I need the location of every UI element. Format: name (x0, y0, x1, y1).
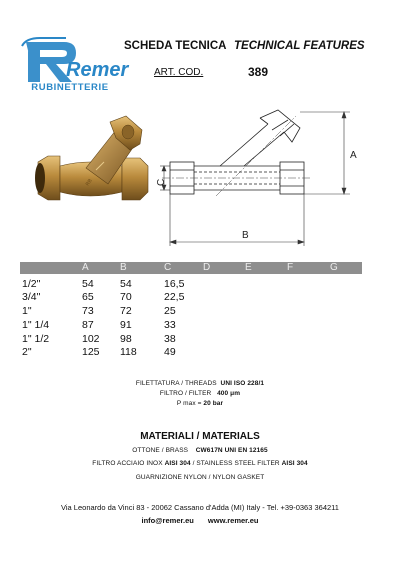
value-c-cell: 16,5 (164, 278, 185, 290)
table-header (20, 262, 362, 274)
value-c-cell: 49 (164, 346, 176, 358)
table-row (0, 291, 400, 303)
table-row (0, 346, 400, 358)
pressure-spec (0, 400, 400, 407)
value-c-cell: 25 (164, 305, 176, 317)
company-address: Via Leonardo da Vinci 83 - 20062 Cassano d'Adda (MI) Italy - Tel. +39-0363 364211 (61, 503, 339, 512)
value-a-cell: 54 (82, 278, 94, 290)
pressure-label: P max = (176, 400, 202, 407)
pressure-value: 20 bar (203, 400, 224, 407)
table-header-cell: D (203, 262, 211, 273)
brass-value: CW617N UNI EN 12165 (195, 447, 268, 454)
threads-spec (0, 380, 400, 387)
value-b-cell: 70 (120, 291, 132, 303)
technical-drawing (156, 110, 365, 255)
filter-material-spec (0, 460, 400, 467)
filter-spec (0, 390, 400, 397)
filter-material-label-en: / STAINLESS STEEL FILTER (192, 460, 280, 467)
filter-label: FILTRO / FILTER (159, 390, 212, 397)
dimension-b-label: B (242, 230, 249, 241)
filter-value: 400 μm (217, 390, 241, 397)
table-header-cell: A (82, 262, 89, 273)
brass-label: OTTONE / BRASS (132, 447, 189, 454)
contact-line (0, 516, 400, 525)
value-a-cell: 65 (82, 291, 94, 303)
table-header-cell: E (245, 262, 252, 273)
filter-material-value-it: AISI 304 (164, 460, 191, 467)
value-b-cell: 91 (120, 319, 132, 331)
table-header-cell: B (120, 262, 127, 273)
size-cell: 3/4" (22, 291, 41, 303)
value-c-cell: 22,5 (164, 291, 185, 303)
value-b-cell: 54 (120, 278, 132, 290)
table-row (0, 305, 400, 317)
title-english: TECHNICAL FEATURES (234, 40, 365, 52)
value-b-cell: 72 (120, 305, 132, 317)
table-header-cell: G (330, 262, 338, 273)
size-cell: 2" (22, 346, 32, 358)
value-a-cell: 125 (82, 346, 100, 358)
value-b-cell: 98 (120, 333, 132, 345)
value-b-cell: 118 (120, 346, 137, 358)
filter-material-label-it: FILTRO ACCIAIO INOX (92, 460, 163, 467)
title-italian: SCHEDA TECNICA (124, 40, 227, 52)
gasket-spec: GUARNIZIONE NYLON / NYLON GASKET (135, 474, 265, 481)
svg-text:RB: RB (84, 178, 94, 188)
dimension-a-label: A (350, 150, 357, 161)
article-code-number: 389 (248, 65, 269, 79)
value-a-cell: 87 (82, 319, 94, 331)
size-cell: 1" 1/2 (22, 333, 50, 345)
brass-spec (0, 447, 400, 454)
filter-material-value-en: AISI 304 (281, 460, 308, 467)
dimension-c-label: C (156, 178, 167, 186)
table-header-cell: C (164, 262, 172, 273)
materials-title: MATERIALI / MATERIALS (140, 431, 260, 442)
threads-value: UNI ISO 228/1 (220, 380, 265, 387)
size-cell: 1/2" (22, 278, 41, 290)
table-row (0, 333, 400, 345)
value-a-cell: 73 (82, 305, 94, 317)
product-photo (30, 110, 160, 230)
threads-label: FILETTATURA / THREADS (135, 380, 217, 387)
table-header-cell: F (287, 262, 294, 273)
size-cell: 1" (22, 305, 32, 317)
article-code-label: ART. COD. (154, 67, 204, 78)
value-a-cell: 102 (82, 333, 100, 345)
value-c-cell: 38 (164, 333, 176, 345)
logo-wordmark: Remer (66, 59, 129, 81)
size-cell: 1" 1/4 (22, 319, 50, 331)
table-row (0, 278, 400, 290)
table-row (0, 319, 400, 331)
value-c-cell: 33 (164, 319, 176, 331)
logo-subtitle: RUBINETTERIE (31, 82, 109, 93)
website-link[interactable]: www.remer.eu (207, 516, 259, 525)
email-link[interactable]: info@remer.eu (141, 516, 194, 525)
